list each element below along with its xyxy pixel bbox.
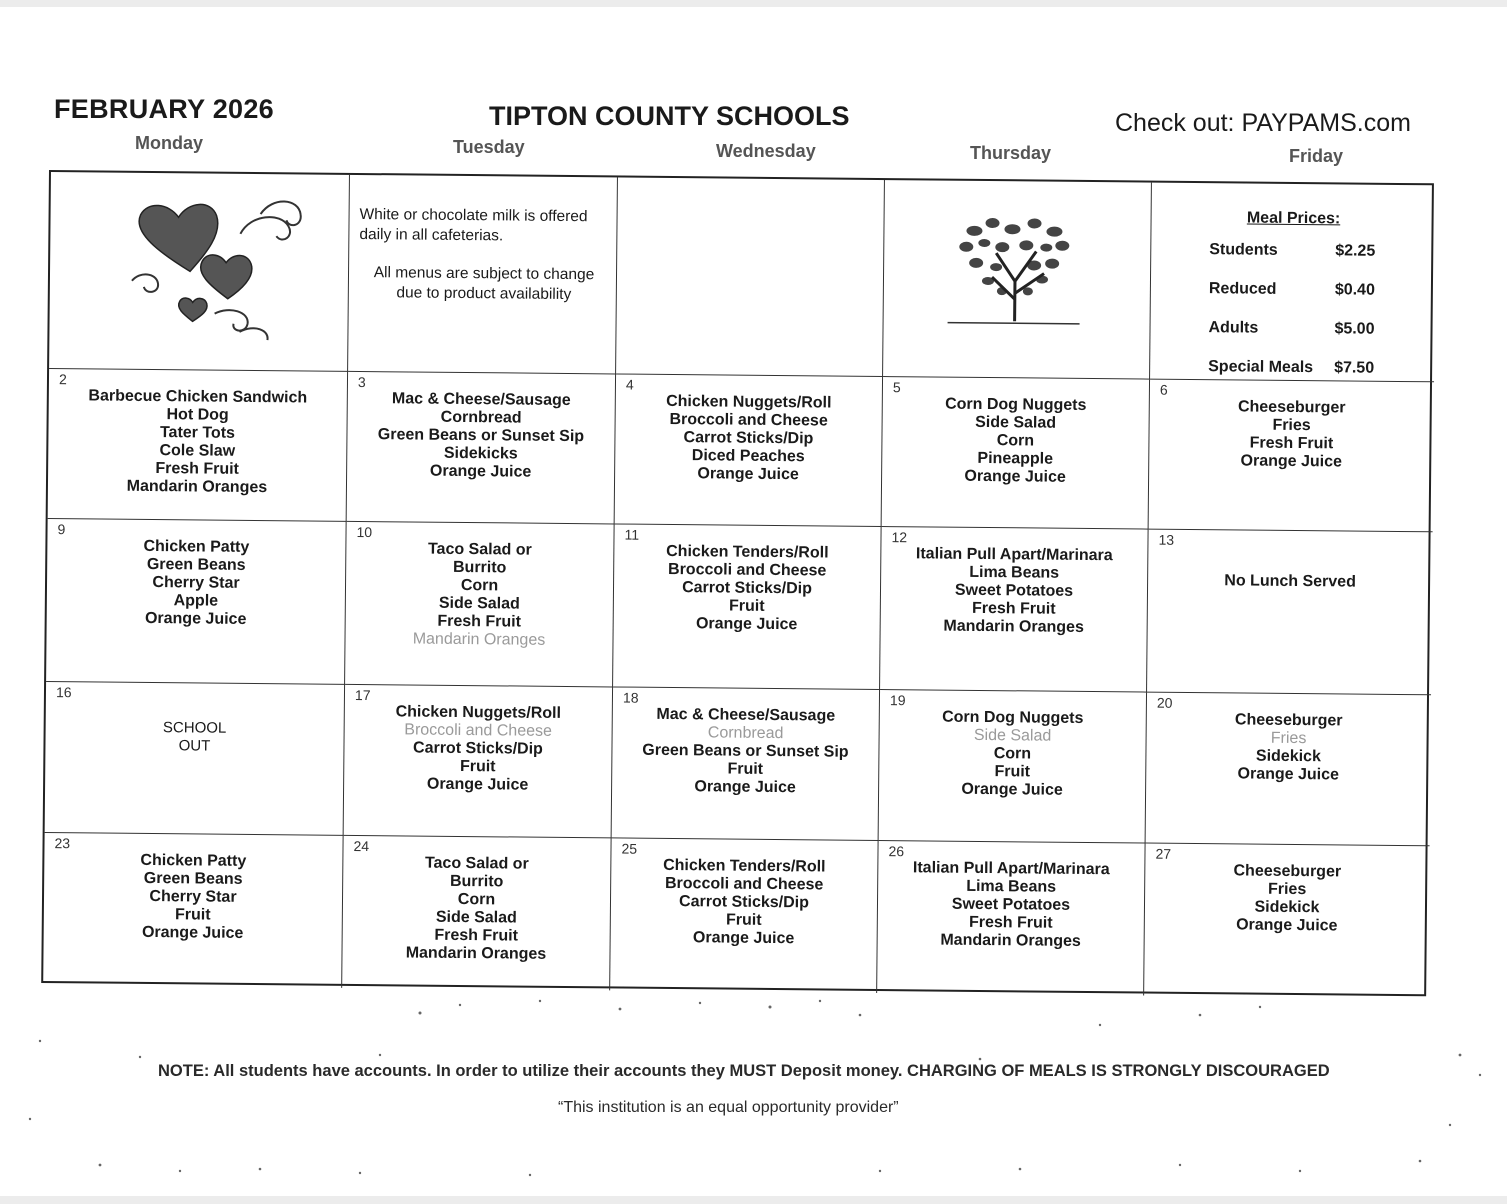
- day-cell: [347, 372, 616, 525]
- menu-items: [48, 387, 347, 498]
- menu-item: Fries: [1267, 880, 1307, 899]
- day-header-thursday: Thursday: [970, 143, 1052, 163]
- price-value: $0.40: [1334, 281, 1375, 299]
- menu-item: Mandarin Oranges: [412, 630, 546, 649]
- menu-items: [345, 540, 613, 651]
- day-number: 20: [1156, 694, 1173, 711]
- day-number: 12: [891, 529, 908, 546]
- menu-item: Corn: [457, 890, 496, 909]
- day-cell: [877, 841, 1145, 996]
- day-cell: [612, 687, 880, 841]
- menu-item: Fruit: [994, 763, 1031, 781]
- price-value: $5.00: [1334, 320, 1375, 338]
- menu-item: Cherry Star: [149, 887, 237, 906]
- menu-items: [878, 859, 1145, 952]
- empty-cell: [616, 177, 885, 377]
- menu-items: [612, 705, 879, 798]
- day-cell: [1149, 380, 1434, 533]
- school-title: TIPTON COUNTY SCHOOLS: [489, 101, 850, 131]
- day-cell: [610, 838, 878, 993]
- menu-item: Corn: [993, 745, 1032, 763]
- menu-item: Tater Tots: [159, 424, 236, 442]
- menu-items: [1146, 711, 1431, 786]
- day-cell: [613, 524, 882, 690]
- day-cell: [1144, 844, 1429, 999]
- price-value: $2.25: [1335, 242, 1376, 260]
- day-header-tuesday: Tuesday: [453, 137, 525, 157]
- menu-items: [47, 537, 346, 630]
- day-number: 10: [356, 523, 373, 541]
- menu-item: Carrot Sticks/Dip: [679, 893, 809, 912]
- menu-items: [1149, 398, 1434, 473]
- menu-item: Carrot Sticks/Dip: [683, 429, 814, 448]
- menu-item: Broccoli and Cheese: [667, 560, 827, 580]
- menu-item: Orange Juice: [426, 775, 529, 794]
- heart-tree-icon: [883, 180, 1152, 380]
- menu-item: Green Beans or Sunset Sip: [642, 741, 849, 761]
- menu-item: Fruit: [727, 760, 764, 778]
- menu-item: Mandarin Oranges: [126, 477, 268, 497]
- menu-item: Fries: [1272, 416, 1311, 435]
- menu-item: Chicken Tenders/Roll: [663, 856, 826, 876]
- menu-item: Orange Juice: [141, 923, 244, 942]
- menu-item: Orange Juice: [697, 465, 799, 484]
- day-number: 24: [353, 837, 370, 855]
- price-row: [1150, 358, 1434, 383]
- menu-item: Sweet Potatoes: [954, 581, 1074, 600]
- day-cell: [342, 836, 611, 991]
- menu-item: Chicken Nuggets/Roll: [395, 703, 562, 722]
- meal-prices-title: Meal Prices:: [1246, 209, 1341, 228]
- menu-item: Broccoli and Cheese: [404, 721, 553, 740]
- menu-item: Corn Dog Nuggets: [942, 708, 1084, 727]
- menu-item: Green Beans: [143, 869, 243, 888]
- day-cell: [43, 833, 343, 988]
- menu-item: Fresh Fruit: [155, 460, 239, 478]
- scan-top-edge: [0, 0, 1507, 7]
- menu-item: Orange Juice: [144, 609, 247, 628]
- price-label: Reduced: [1208, 280, 1277, 298]
- price-row: [1151, 241, 1435, 283]
- menu-item: Green Beans or Sunset Sip: [377, 426, 585, 446]
- day-cell: [1146, 693, 1431, 847]
- menu-item: Fresh Fruit: [968, 913, 1053, 932]
- day-number: 23: [54, 835, 71, 852]
- menu-item: Taco Salad or: [424, 854, 529, 873]
- menu-item: Cole Slaw: [159, 442, 236, 460]
- menu-items: [615, 392, 882, 485]
- menu-items: [611, 856, 878, 949]
- menu-item: Sidekick: [1255, 747, 1321, 766]
- menu-items: [347, 390, 615, 483]
- menu-items: [44, 851, 343, 944]
- menu-items: [342, 854, 610, 965]
- menu-item: Fruit: [174, 906, 211, 924]
- menu-calendar-grid: [41, 170, 1434, 996]
- menu-item: Mandarin Oranges: [405, 944, 547, 963]
- menu-item: Cherry Star: [152, 574, 240, 592]
- equal-opportunity-note: “This institution is an equal opportunity provider”: [558, 1099, 899, 1116]
- day-number: 3: [357, 373, 366, 391]
- menu-item: Cheeseburger: [1234, 711, 1343, 730]
- checkout-link-text: Check out: PAYPAMS.com: [1115, 109, 1411, 137]
- menu-item: Burrito: [449, 872, 504, 891]
- day-number: 19: [889, 692, 906, 709]
- menu-item: Sidekick: [1254, 898, 1320, 917]
- menu-item: Carrot Sticks/Dip: [412, 739, 543, 758]
- day-number: 5: [892, 379, 901, 396]
- day-number: 11: [624, 526, 640, 543]
- scan-bottom-edge: [0, 1196, 1507, 1204]
- day-number: 25: [621, 840, 638, 857]
- menu-item: Broccoli and Cheese: [669, 410, 828, 430]
- menu-item: Lima Beans: [969, 563, 1060, 582]
- scan-noise: [0, 995, 1507, 1195]
- menu-items: [882, 395, 1149, 488]
- hearts-swirl-icon: [49, 172, 350, 372]
- menu-item: Side Salad: [975, 413, 1057, 432]
- day-cell: [46, 519, 347, 685]
- menu-items: [614, 542, 881, 635]
- menu-item: Pineapple: [977, 449, 1054, 468]
- menu-item: Taco Salad or: [427, 540, 532, 559]
- menu-item: Chicken Tenders/Roll: [666, 542, 829, 562]
- day-number: 6: [1159, 381, 1168, 398]
- price-label: Special Meals: [1208, 358, 1314, 377]
- day-cell: [48, 369, 348, 522]
- menu-item: Hot Dog: [166, 406, 229, 424]
- tree-cell: [883, 180, 1152, 380]
- menu-item: Cheeseburger: [1233, 862, 1342, 881]
- price-value: $7.50: [1334, 359, 1375, 377]
- day-number: 17: [354, 686, 371, 704]
- menu-item: Fresh Fruit: [434, 926, 519, 945]
- menu-item: Apple: [173, 592, 219, 610]
- menu-item: Chicken Nuggets/Roll: [666, 392, 832, 412]
- menu-item: Side Salad: [973, 726, 1052, 745]
- day-number: 27: [1155, 845, 1172, 862]
- hearts-cell: [49, 172, 350, 372]
- menu-item: Orange Juice: [692, 929, 795, 948]
- menu-item: Orange Juice: [964, 467, 1066, 486]
- menu-item: Mandarin Oranges: [940, 931, 1081, 950]
- menu-item: Fruit: [459, 757, 496, 776]
- menu-item: Fresh Fruit: [437, 612, 522, 631]
- price-label: Adults: [1208, 319, 1259, 337]
- menu-item: SCHOOL: [162, 719, 227, 737]
- day-cell: [615, 374, 883, 527]
- month-title: FEBRUARY 2026: [54, 94, 274, 124]
- menu-item: OUT: [178, 737, 211, 755]
- prices-cell: [1150, 183, 1436, 383]
- day-number: 13: [1158, 531, 1175, 548]
- menu-item: Orange Juice: [961, 780, 1063, 799]
- day-number: 2: [58, 371, 67, 388]
- menu-item: Mandarin Oranges: [943, 617, 1084, 636]
- menu-item: Mac & Cheese/Sausage: [391, 390, 571, 410]
- menu-item: Orange Juice: [694, 778, 796, 797]
- menu-item: Fresh Fruit: [1249, 434, 1334, 453]
- menu-items: [1145, 862, 1430, 937]
- price-row: [1151, 280, 1435, 322]
- menu-item: Chicken Patty: [140, 851, 247, 870]
- menu-items: [881, 545, 1148, 638]
- menu-item: Sweet Potatoes: [951, 895, 1071, 914]
- day-number: 4: [625, 376, 634, 393]
- menu-item: Orange Juice: [695, 615, 798, 634]
- day-cell: [879, 690, 1147, 844]
- menu-item: Orange Juice: [1236, 916, 1338, 935]
- day-cell: [345, 522, 615, 688]
- menu-change-note: All menus are subject to change due to product availability: [373, 264, 595, 304]
- menu-item: Chicken Patty: [143, 537, 250, 556]
- menu-item: Mac & Cheese/Sausage: [656, 705, 836, 725]
- day-number: 18: [622, 689, 639, 706]
- menu-item: Corn Dog Nuggets: [945, 395, 1087, 414]
- day-cell: [880, 527, 1149, 693]
- deposit-note: NOTE: All students have accounts. In order to utilize their accounts they MUST Deposit money. CHARGING OF MEALS IS STRONGLY DISCOURAGED: [158, 1062, 1330, 1080]
- notes-cell: [348, 175, 618, 375]
- day-number: 26: [888, 843, 905, 860]
- price-label: Students: [1209, 241, 1278, 259]
- menu-item: Cheeseburger: [1237, 398, 1346, 417]
- menu-item: No Lunch Served: [1224, 572, 1356, 591]
- menu-item: Fruit: [725, 911, 762, 929]
- day-cell: [45, 682, 345, 836]
- menu-item: Burrito: [452, 558, 507, 577]
- menu-item: Sidekicks: [443, 444, 518, 463]
- day-number: 9: [57, 521, 66, 538]
- menu-item: Cornbread: [440, 408, 522, 427]
- milk-note: White or chocolate milk is offered daily in all cafeterias.: [359, 205, 588, 245]
- menu-item: Carrot Sticks/Dip: [682, 579, 813, 598]
- menu-item: Lima Beans: [966, 877, 1057, 896]
- menu-item: Fresh Fruit: [971, 599, 1056, 618]
- day-header-wednesday: Wednesday: [716, 141, 816, 161]
- menu-item: Cornbread: [707, 724, 784, 743]
- menu-item: Side Salad: [435, 908, 517, 927]
- menu-items: [1148, 572, 1432, 593]
- day-cell: [344, 685, 613, 839]
- menu-item: Orange Juice: [429, 462, 532, 481]
- price-row: [1150, 319, 1434, 361]
- menu-items: [45, 718, 343, 757]
- menu-items: [344, 703, 612, 796]
- day-header-friday: Friday: [1289, 146, 1344, 166]
- day-number: 16: [55, 684, 72, 701]
- day-cell: [1147, 530, 1433, 696]
- menu-item: Corn: [996, 432, 1035, 450]
- menu-item: Fries: [1270, 729, 1307, 748]
- menu-item: Italian Pull Apart/Marinara: [915, 545, 1113, 565]
- menu-item: Side Salad: [438, 594, 520, 613]
- menu-item: Broccoli and Cheese: [664, 874, 824, 894]
- menu-item: Fruit: [728, 597, 765, 615]
- menu-item: Orange Juice: [1237, 765, 1340, 784]
- menu-item: Diced Peaches: [691, 447, 805, 466]
- day-cell: [882, 377, 1150, 530]
- day-header-monday: Monday: [135, 133, 204, 153]
- menu-item: Italian Pull Apart/Marinara: [912, 859, 1110, 879]
- menu-item: Corn: [460, 576, 499, 595]
- menu-item: Green Beans: [146, 555, 246, 574]
- menu-items: [879, 708, 1146, 801]
- menu-item: Orange Juice: [1240, 452, 1343, 471]
- menu-item: Barbecue Chicken Sandwich: [88, 387, 308, 407]
